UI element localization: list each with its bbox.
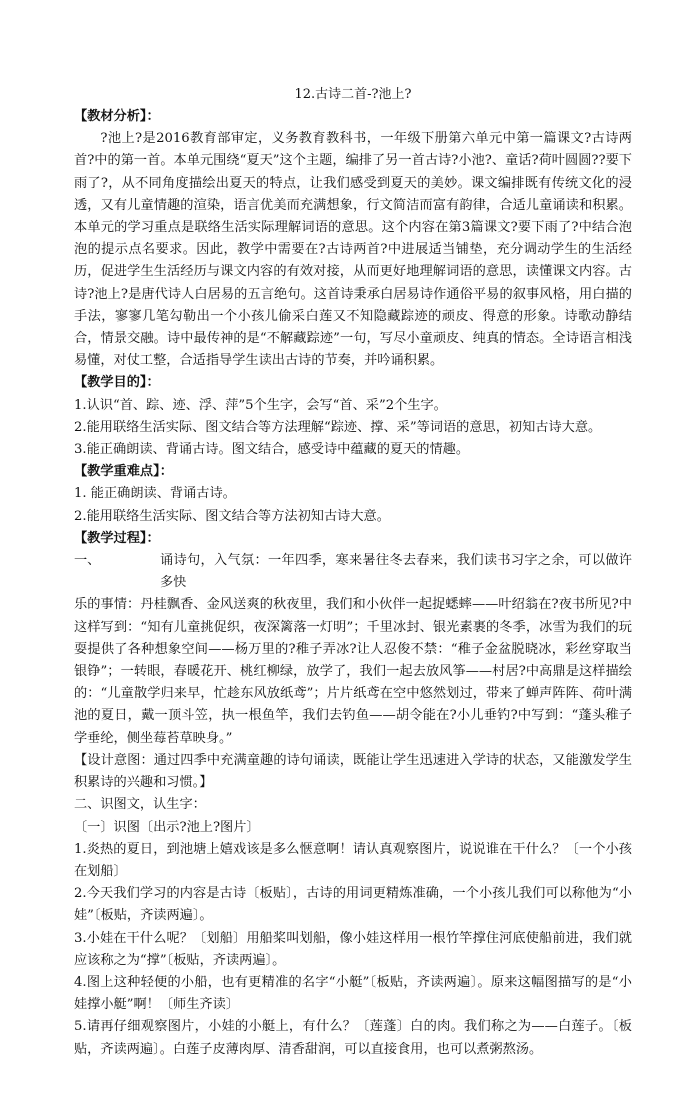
question-4: 4.图上这种轻便的小船，也有更精准的名字“小艇”〔板贴，齐读两遍〕。原来这幅图描写的是“小娃撑小艇”啊！〔师生齐读〕 xyxy=(74,974,632,1013)
section-heading-goals: 【教学目的】： xyxy=(74,375,160,391)
process-substep-1: 〔一〕识图〔出示?池上?图片〕 xyxy=(74,819,260,835)
section-heading-keypoints: 【教学重难点】： xyxy=(74,464,173,480)
process-step-1-text: 诵诗句，入气氛：一年四季，寒来暑往冬去春来，我们读书习字之余，可以做许多快 xyxy=(160,553,632,591)
doc-title: 12.古诗二首-?池上? xyxy=(294,87,412,102)
keypoint-item-2: 2.能用联络生活实际、图文结合等方法初知古诗大意。 xyxy=(74,508,390,524)
goal-item-1: 1.认识“首、踪、迹、浮、萍”5个生字，会写“首、采”2个生字。 xyxy=(74,397,447,413)
keypoint-item-1: 1. 能正确朗读、背诵古诗。 xyxy=(74,486,236,502)
process-step-1-number: 一、 xyxy=(74,553,101,569)
goal-item-2: 2.能用联络生活实际、图文结合等方法理解“踪迹、撑、采”等词语的意思，初知古诗大意。 xyxy=(74,419,602,435)
process-step-1-continuation: 乐的事情：丹桂飘香、金风送爽的秋夜里，我们和小伙伴一起捉蟋蟀——叶绍翁在?夜书所见?中这样写到：“知有儿童挑促织，夜深篱落一灯明”；千里冰封、银光素裹的冬季，冰雪为我们的玩耍提供了各种想象空间——杨万里的?稚子弄冰?让人忍俊不禁：“稚子金盆脱晓冰，彩丝穿取当银铮”；一转眼，春暖花开、桃红柳绿，放学了，我们一起去放风筝——村居?中高鼎是这样描绘的：“儿童散学归来早，忙趁东风放纸鸢”；片片纸鸢在空中悠然划过，带来了蝉声阵阵、荷叶满池的夏日，戴一顶斗笠，执一根鱼竿，我们去钓鱼——胡令能在?小儿垂钓?中写到：“蓬头稚子学垂纶，侧坐莓苔草映身。” xyxy=(74,597,632,746)
section-heading-analysis: 【教材分析】： xyxy=(74,109,160,124)
analysis-paragraph: ?池上?是2016教育部审定，义务教育教科书，一年级下册第六单元中第一篇课文?古诗两首?中的第一首。本单元围绕“夏天”这个主题，编排了另一首古诗?小池?、童话?荷叶圆圆??要下雨了?，从不同角度描绘出夏天的特点，让我们感受到夏天的美妙。课文编排既有传统文化的浸透，又有儿童情趣的渲染，语言优美而充满想象，行文简洁而富有韵律，合适儿童诵读和积累。本单元的学习重点是联络生活实际理解词语的意思。这个内容在第3篇课文?要下雨了?中结合泡泡的提示点名要求。因此，教学中需要在?古诗两首?中进展适当铺垫，充分调动学生的生活经历，促进学生生活经历与课文内容的有效对接，从而更好地理解词语的意思，读懂课文内容。古诗?池上?是唐代诗人白居易的五言绝句。这首诗秉承白居易诗作通俗平易的叙事风格，用白描的手法，寥寥几笔勾勒出一个小孩儿偷采白莲又不知隐藏踪迹的顽皮、得意的形象。诗歌动静结合，情景交融。诗中最传神的是“不解藏踪迹”一句，写尽小童顽皮、纯真的情态。全诗语言相浅易懂，对仗工整，合适指导学生读出古诗的节奏，并吟诵积累。 xyxy=(74,131,632,369)
question-2: 2.今天我们学习的内容是古诗〔板贴〕，古诗的用词更精炼准确，一个小孩儿我们可以称他为“小娃”〔板贴，齐读两遍〕。 xyxy=(74,886,632,924)
question-1: 1.炎热的夏日，到池塘上嬉戏该是多么惬意啊！请认真观察图片，说说谁在干什么？〔一个小孩在划船〕 xyxy=(74,841,632,879)
question-5: 5.请再仔细观察图片，小娃的小艇上，有什么？〔莲蓬〕白的肉。我们称之为——白莲子。〔板贴，齐读两遍〕。白莲子皮薄肉厚、清香甜润，可以直接食用，也可以煮粥熬汤。 xyxy=(74,1019,632,1057)
goal-item-3: 3.能正确朗读、背诵古诗。图文结合，感受诗中蕴藏的夏天的情趣。 xyxy=(74,442,470,458)
process-step-1 xyxy=(74,550,632,594)
question-3: 3.小娃在干什么呢？〔划船〕用船桨叫划船，像小娃这样用一根竹竿撑住河底使船前进，我们就应该称之为“撑”〔板贴，齐读两遍〕。 xyxy=(74,930,632,968)
design-intent: 【设计意图：通过四季中充满童趣的诗句诵读，既能让学生迅速进入学诗的状态，又能激发学生积累诗的兴趣和习惯。】 xyxy=(74,752,632,791)
process-step-2: 二、识图文，认生字： xyxy=(74,797,206,813)
document-page xyxy=(74,86,632,1061)
section-heading-process: 【教学过程】： xyxy=(74,530,160,546)
